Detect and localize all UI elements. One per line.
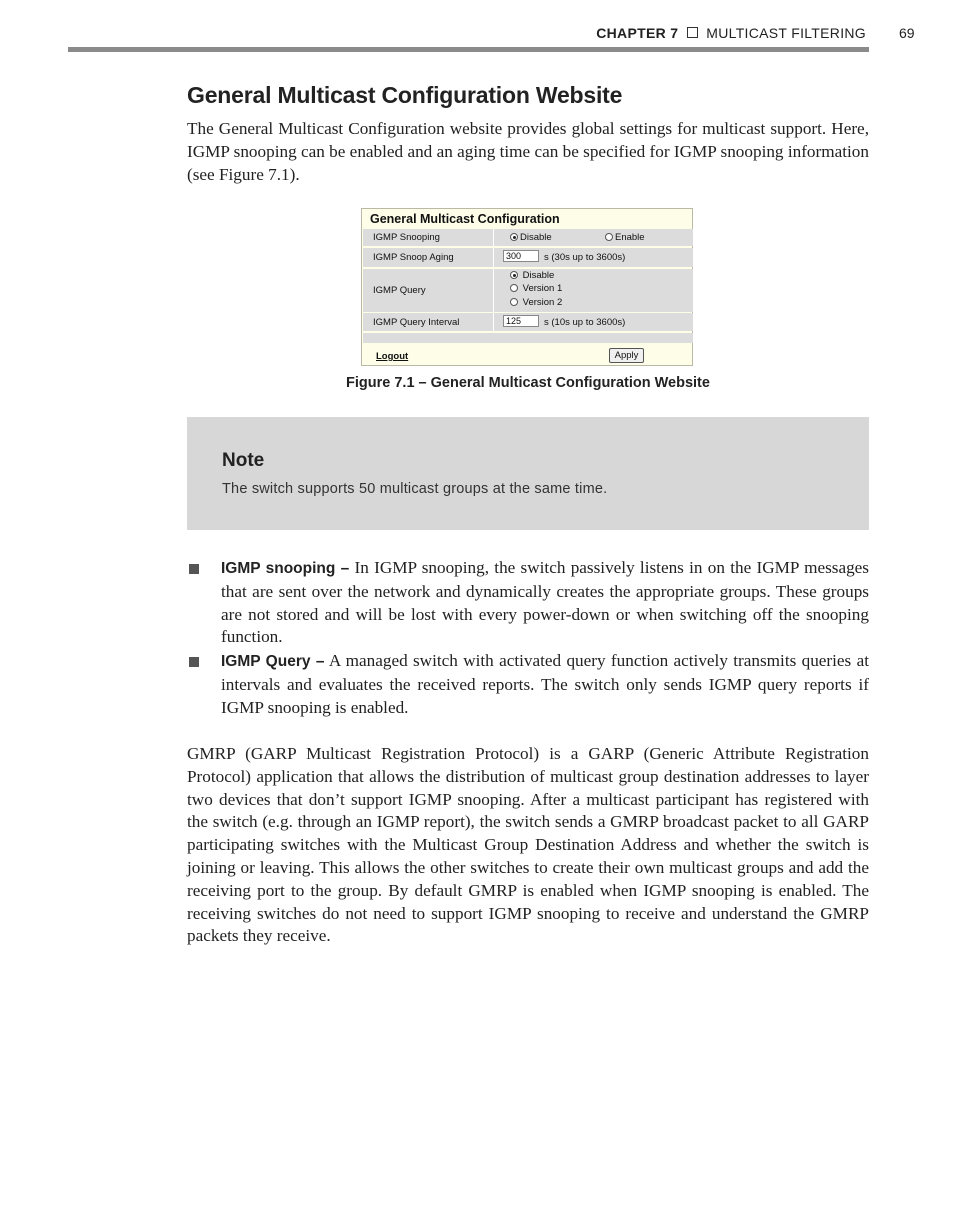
- gmrp-paragraph: GMRP (GARP Multicast Registration Protocol) is a GARP (Generic Attribute Registration Protocol) application that allows the distribution of multicast group destination addresses to layer two devices that don’t support IGMP snooping. After a multicast participant has registered with the switch (e.g. through an IGMP report), the switch sends a GMRP broadcast packet to all GARP participating switches with the Multicast Group Destination Address and whether the switch is joining or leaving. This allows the other switches to create their own multicast groups and add the receiving port to the group. By default GMRP is enabled when IGMP snooping is enabled. The receiving switches do not need to support IGMP snooping to receive and understand the GMRP packets they receive.: [187, 744, 869, 946]
- section-label: MULTICAST FILTERING: [706, 25, 866, 41]
- row-igmp-snooping: [363, 229, 693, 246]
- section-heading: General Multicast Configuration Website: [187, 82, 623, 108]
- row-label: IGMP Query Interval: [363, 313, 494, 331]
- intro-paragraph: The General Multicast Configuration website provides global settings for multicast support. Here, IGMP snooping can be enabled and an aging time can be specified for IGMP snooping information (see Figure 7.1).: [187, 119, 869, 184]
- row-value: [496, 269, 693, 312]
- row-spacer: [363, 333, 693, 343]
- query-interval-hint: s (10s up to 3600s): [544, 317, 626, 328]
- bullet-square-icon: [189, 657, 199, 667]
- chapter-label: CHAPTER 7: [596, 25, 679, 41]
- radio-label: Disable: [522, 270, 555, 281]
- figure-panel-title: General Multicast Configuration: [370, 212, 560, 226]
- note-title: Note: [222, 450, 265, 471]
- radio-label: Disable: [520, 232, 552, 243]
- bullet-square-icon: [189, 564, 199, 574]
- note-box: [187, 417, 869, 530]
- radio-label: Version 1: [522, 283, 563, 294]
- row-value: [496, 229, 693, 246]
- row-igmp-query: [363, 269, 693, 312]
- radio-snooping-enable[interactable]: [605, 232, 645, 243]
- running-header: [0, 25, 954, 47]
- radio-selected-icon: [510, 271, 518, 279]
- radio-label: Version 2: [522, 297, 563, 308]
- radio-query-version2[interactable]: [510, 297, 562, 308]
- radio-unselected-icon: [605, 233, 613, 241]
- logout-link[interactable]: Logout: [376, 351, 409, 362]
- bullet-list: [187, 557, 869, 720]
- chapter-title: [596, 25, 866, 41]
- bullet-text: A managed switch with activated query function actively transmits queries at intervals and evaluates the received reports. The switch only sends IGMP query reports if IGMP snooping is enabled.: [221, 651, 869, 717]
- page-number: 69: [899, 25, 915, 41]
- note-text: The switch supports 50 multicast groups at the same time.: [222, 481, 608, 497]
- apply-button[interactable]: Apply: [609, 348, 644, 363]
- bullet-text: In IGMP snooping, the switch passively listens in on the IGMP messages that are sent over the network and dynamically creates the appropriate groups. These groups are not stored and will be lost with every power-down or when switching off the snooping function.: [221, 558, 869, 647]
- snoop-aging-hint: s (30s up to 3600s): [544, 252, 626, 263]
- header-rule: [68, 47, 869, 52]
- figure-caption: Figure 7.1 – General Multicast Configuration Website: [346, 375, 710, 391]
- figure-screenshot: [361, 208, 693, 366]
- radio-query-version1[interactable]: [510, 283, 562, 294]
- row-snoop-aging: [363, 248, 693, 267]
- radio-snooping-disable[interactable]: [510, 232, 552, 243]
- bullet-term: IGMP snooping –: [221, 560, 350, 577]
- radio-selected-icon: [510, 233, 518, 241]
- bullet-term: IGMP Query –: [221, 653, 325, 671]
- list-item: [187, 650, 869, 719]
- radio-unselected-icon: [510, 298, 518, 306]
- row-query-interval: [363, 313, 693, 331]
- row-label: IGMP Query: [363, 269, 494, 312]
- row-value: [496, 248, 693, 267]
- row-label: IGMP Snoop Aging: [363, 248, 494, 267]
- radio-label: Enable: [615, 232, 645, 243]
- query-interval-input[interactable]: 125: [503, 315, 539, 327]
- row-label: IGMP Snooping: [363, 229, 494, 246]
- separator-square-icon: [687, 27, 698, 38]
- radio-query-disable[interactable]: [510, 270, 554, 281]
- list-item: [187, 557, 869, 649]
- radio-unselected-icon: [510, 284, 518, 292]
- snoop-aging-input[interactable]: 300: [503, 250, 539, 262]
- row-value: [496, 313, 693, 331]
